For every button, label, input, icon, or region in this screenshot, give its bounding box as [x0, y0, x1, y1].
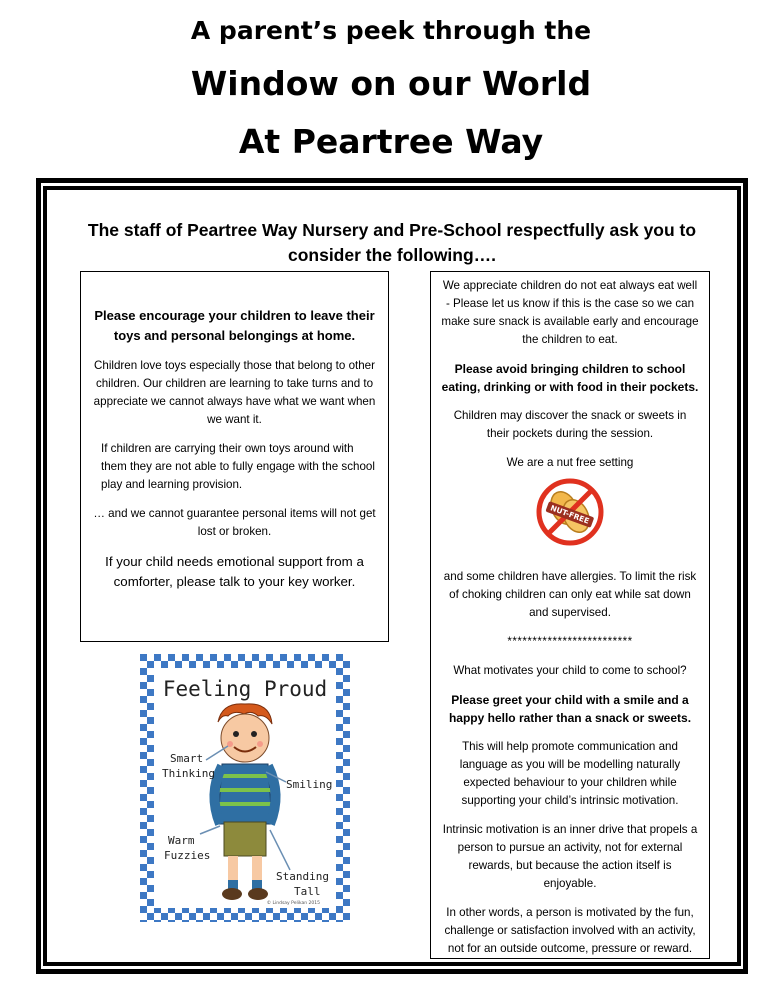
motivation-paragraph-3: In other words, a person is motivated by the fun, challenge or satisfaction involved with an activity, not for an outside outcome, pressure or reward. — [444, 906, 696, 955]
poster-copyright: © Lindsay Pelikan 2015 — [266, 901, 320, 906]
nut-free-icon — [534, 476, 606, 548]
food-info-box — [430, 271, 710, 959]
toys-paragraph-4: If your child needs emotional support from a comforter, please talk to your key worker. — [105, 554, 364, 589]
motivation-paragraph-1: This will help promote communication and language as you will be modelling naturally expected behaviour to your children while supporting your child’s intrinsic motivation. — [459, 740, 681, 807]
toys-heading: Please encourage your children to leave their toys and personal belongings at home. — [94, 308, 375, 343]
label-thinking: Thinking — [162, 767, 215, 780]
food-paragraph-5: and some children have allergies. To limit the risk of choking children can only eat while sat down and supervised. — [443, 570, 697, 619]
header-line-1: A parent’s peek through the — [190, 16, 592, 45]
label-smiling: Smiling — [286, 778, 333, 791]
poster-title: Feeling Proud — [162, 677, 328, 701]
label-tall: Tall — [294, 885, 321, 898]
nut-free-icon-text: NUT-FREE — [549, 503, 591, 526]
label-warm: Warm — [168, 834, 195, 847]
toys-paragraph-3: … and we cannot guarantee personal items will not get lost or broken. — [93, 507, 376, 538]
food-paragraph-2: Please avoid bringing children to school eating, drinking or with food in their pockets. — [441, 362, 699, 394]
greeting-request: Please greet your child with a smile and a happy hello rather than a snack or sweets. — [448, 693, 692, 725]
nut-free-statement: We are a nut free setting — [506, 456, 634, 469]
label-fuzzies: Fuzzies — [164, 849, 211, 862]
toys-paragraph-2: If children are carrying their own toys around with them they are not able to fully engage with the school play and learning provision. — [101, 442, 375, 491]
header-line-2: Window on our World — [190, 64, 592, 103]
motivation-paragraph-2: Intrinsic motivation is an inner drive that propels a person to pursue an activity, not for external rewards, but because the action itself is enjoyable. — [442, 823, 698, 890]
feeling-proud-poster — [140, 654, 350, 922]
motivation-question: What motivates your child to come to school? — [453, 664, 687, 677]
toys-info-box — [80, 271, 389, 642]
food-paragraph-1: We appreciate children do not eat always eat well - Please let us know if this is the case so we can make sure snack is available early and encourage the children to eat. — [441, 279, 699, 346]
label-smart: Smart — [170, 752, 204, 765]
header-line-3: At Peartree Way — [238, 122, 544, 161]
stars-divider: ************************* — [507, 635, 633, 648]
label-standing: Standing — [276, 870, 329, 883]
toys-paragraph-1: Children love toys especially those that belong to other children. Our children are learning to take turns and to appreciate we cannot always have what we want when we want it. — [93, 359, 376, 426]
food-paragraph-3: Children may discover the snack or sweets in their pockets during the session. — [453, 409, 687, 440]
intro-text: The staff of Peartree Way Nursery and Pre-School respectfully ask you to consider the following…. — [87, 220, 697, 265]
